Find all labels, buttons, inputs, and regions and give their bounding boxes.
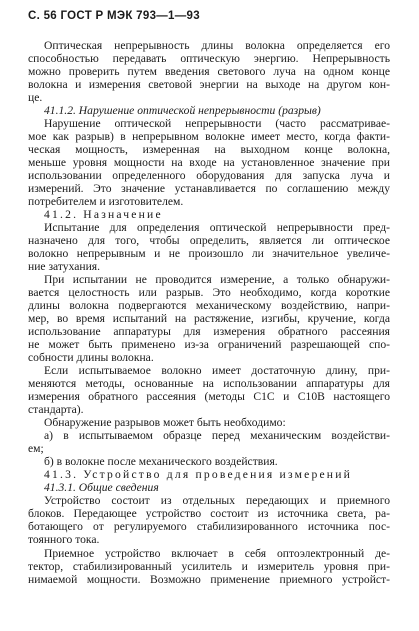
text-line: не может быть применено из-за ограничений разрешающей спо- (28, 338, 390, 351)
text-line: меньше уровня мощности на входе на установленное значение при (28, 156, 390, 169)
text-line: собности длины волокна. (28, 351, 154, 364)
text-line: длины волокна подвергаются механическому воздействию, напри- (28, 299, 390, 312)
text-line: ческая мощность, измеренная на выходном конце волокна, (28, 143, 390, 156)
text-line: Устройство состоит из отдельных передающих и приемного (44, 494, 390, 507)
text-line: потребителем и изготовителем. (28, 195, 184, 208)
text-line: Оптическая непрерывность длины волокна определяется его (44, 39, 390, 52)
text-line: Если испытываемое волокно имеет достаточную длину, при- (44, 364, 390, 377)
section-heading-41-3: 41.3. Устройство для проведения измерений (44, 468, 353, 481)
text-line: Приемное устройство включает в себя оптоэлектронный де- (44, 547, 390, 560)
text-line: мое как разрыв) в непрерывном волокне имеет место, когда факти- (28, 130, 390, 143)
section-heading-41-2: 41.2. Назначение (44, 208, 163, 221)
text-line: ние затухания. (28, 260, 101, 273)
text-line: вается целостность или разрыв. Это необходимо, когда короткие (28, 286, 390, 299)
text-line: Обнаружение разрывов может быть необходимо: (44, 416, 286, 429)
text-line: а) в испытываемом образце перед механическим воздействи- (44, 429, 390, 442)
text-line: ем; (28, 442, 44, 455)
text-line: ботающего от регулируемого стабилизированного источника пос- (28, 520, 390, 533)
text-line: использование аппаратуры для измерения обратного рассеяния (28, 325, 390, 338)
text-line: использовании определенного оборудования для запуска луча и (28, 169, 390, 182)
text-line: назначено для того, чтобы определить, является ли оптическое (28, 234, 390, 247)
section-heading-41-3-1: 41.3.1. Общие сведения (44, 481, 159, 494)
text-line: стандарта). (28, 403, 84, 416)
text-line: измерения обратного рассеяния (методы С1С и С10В настоящего (28, 390, 390, 403)
section-heading-41-1-2: 41.1.2. Нарушение оптической непрерывности (разрыв) (44, 104, 321, 117)
text-line: При испытании не проводится измерение, а только обнаружи- (44, 273, 390, 286)
text-line: способностью передавать оптическую энергию. Непрерывность (28, 52, 390, 65)
text-line: це. (28, 91, 43, 104)
text-line: б) в волокне после механического воздействия. (44, 455, 278, 468)
text-line: волокна и измерения световой энергии на выходе на другом кон- (28, 78, 390, 91)
text-line: Нарушение оптической непрерывности (часто рассматривае- (44, 117, 390, 130)
text-line: тоянного тока. (28, 533, 100, 546)
page-header: С. 56 ГОСТ Р МЭК 793—1—93 (28, 10, 200, 22)
text-line: нимаемой мощности. Возможно применение приемного устройст- (28, 573, 390, 586)
text-line: блоков. Передающее устройство состоит из источника света, ра- (28, 507, 390, 520)
text-line: Испытание для определения оптической непрерывности пред- (44, 221, 390, 234)
text-line: тектор, стабилизированный усилитель и измеритель уровня при- (28, 560, 390, 573)
text-line: мер, во время испытаний на растяжение, изгибы, кручение, когда (28, 312, 390, 325)
text-line: можно проверить путем введения светового луча на одном конце (28, 65, 390, 78)
text-line: измерений. Это значение устанавливается по соглашению между (28, 182, 390, 195)
text-line: меняются методы, основанные на использовании аппаратуры для (28, 377, 390, 390)
text-line: волокно непрерывным и не произошло ли значительное увеличе- (28, 247, 390, 260)
